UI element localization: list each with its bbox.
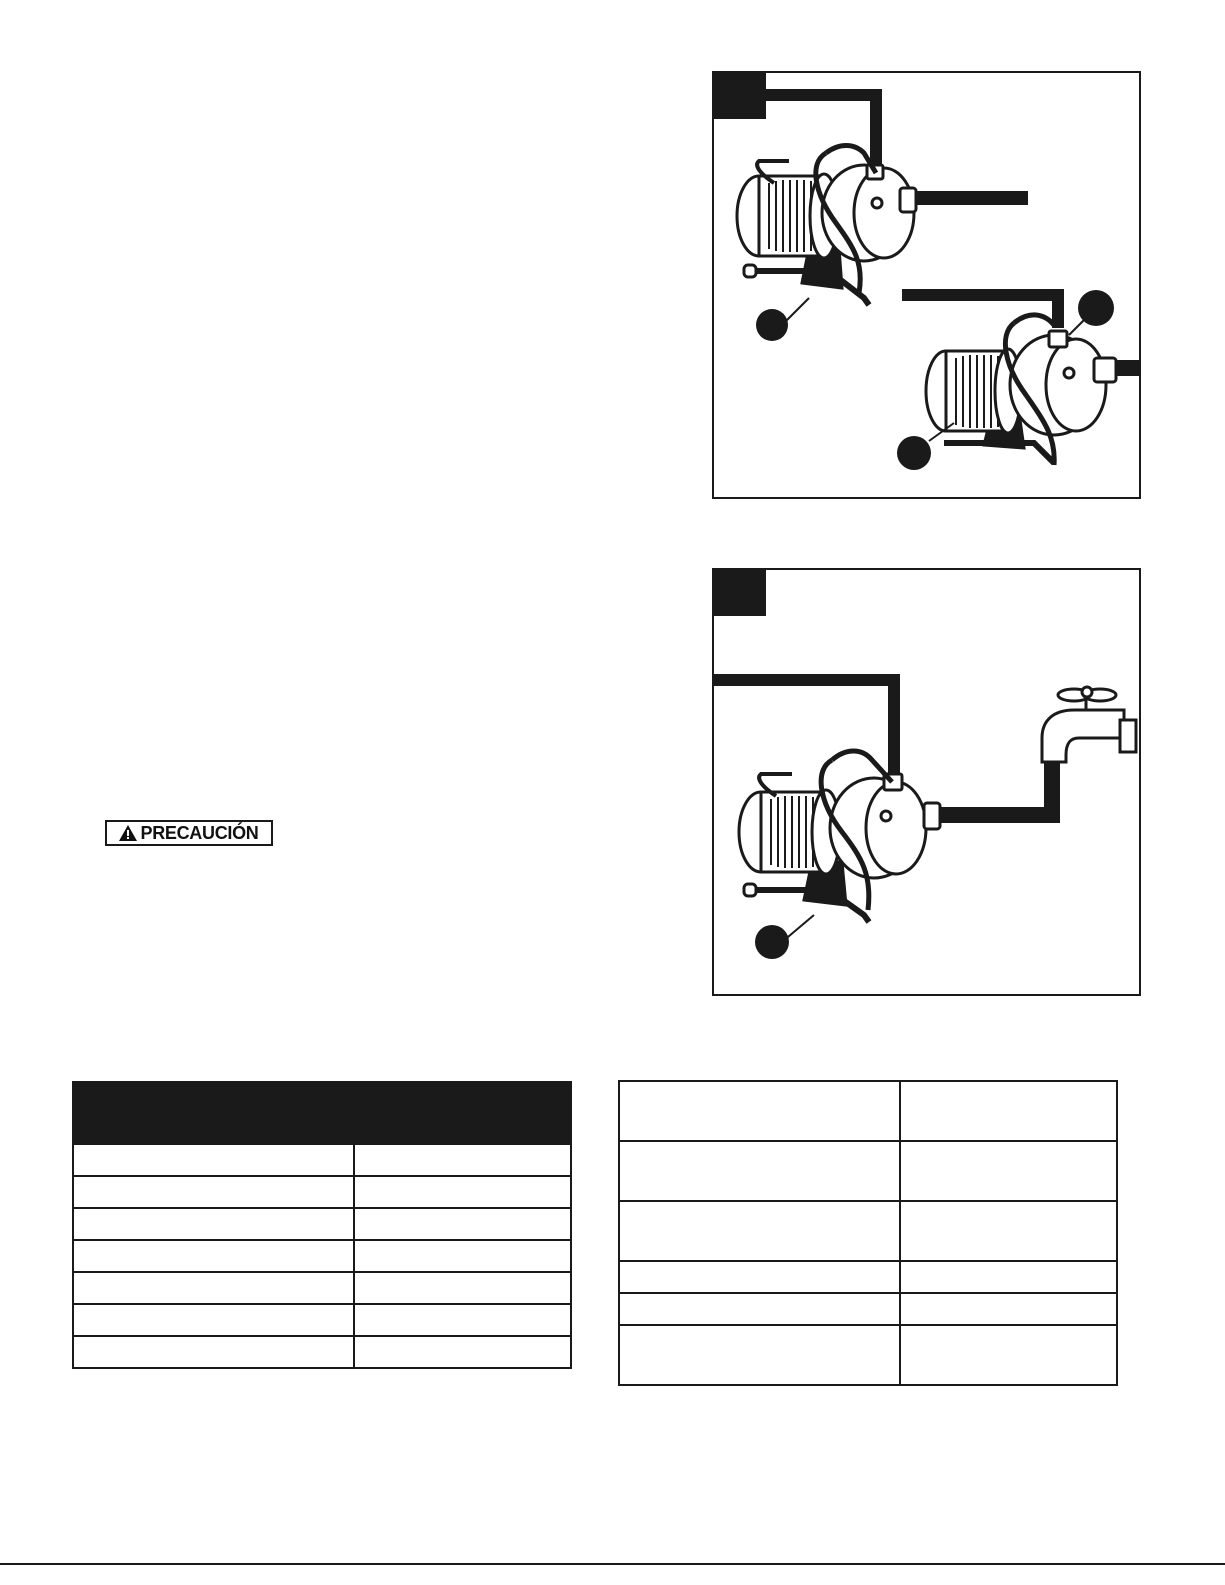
table-cell <box>900 1201 1117 1261</box>
table-row <box>619 1081 1117 1141</box>
table-cell <box>73 1304 354 1336</box>
specifications-table <box>72 1081 572 1369</box>
table-header-row <box>73 1082 571 1144</box>
footer-rule <box>0 1563 1225 1565</box>
table-row <box>619 1141 1117 1201</box>
table-row <box>619 1201 1117 1261</box>
table-row <box>619 1325 1117 1385</box>
table-row <box>619 1261 1117 1293</box>
table-row <box>73 1240 571 1272</box>
table-cell <box>73 1144 354 1176</box>
table-cell <box>900 1141 1117 1201</box>
table-cell <box>73 1336 354 1368</box>
callout-dot <box>756 309 788 341</box>
table-cell <box>619 1141 900 1201</box>
table-row <box>73 1144 571 1176</box>
table-cell <box>619 1325 900 1385</box>
table-cell <box>73 1208 354 1240</box>
faucet-icon <box>1042 687 1136 762</box>
table-cell <box>900 1261 1117 1293</box>
table-row <box>73 1176 571 1208</box>
pump-illustration-b <box>714 570 1139 994</box>
caution-text: PRECAUCIÓN <box>140 822 259 843</box>
table-cell <box>900 1081 1117 1141</box>
table-cell <box>354 1304 571 1336</box>
table-row <box>73 1336 571 1368</box>
callout-dot <box>897 436 931 470</box>
table-cell <box>900 1325 1117 1385</box>
callout-dot <box>755 925 789 959</box>
table-cell <box>73 1272 354 1304</box>
pump-unit-2 <box>926 315 1116 465</box>
table-row <box>73 1272 571 1304</box>
table-cell <box>354 1336 571 1368</box>
table-row <box>73 1208 571 1240</box>
table-cell <box>73 1176 354 1208</box>
table-cell <box>619 1201 900 1261</box>
table-cell <box>354 1144 571 1176</box>
pump-illustration-a <box>714 73 1139 497</box>
table-header-cell <box>73 1082 354 1144</box>
caution-label <box>105 820 273 846</box>
table-cell <box>354 1240 571 1272</box>
pump-unit-1 <box>737 146 916 306</box>
table-cell <box>619 1081 900 1141</box>
table-header-cell <box>354 1082 571 1144</box>
pump-unit-3 <box>739 751 940 922</box>
table-cell <box>354 1272 571 1304</box>
table-cell <box>619 1293 900 1325</box>
table-row <box>73 1304 571 1336</box>
table-cell <box>900 1293 1117 1325</box>
table-cell <box>354 1208 571 1240</box>
figure-pump-faucet <box>712 568 1141 996</box>
table-cell <box>354 1176 571 1208</box>
table-row <box>619 1293 1117 1325</box>
table-cell <box>619 1261 900 1293</box>
warning-triangle-icon <box>119 825 137 841</box>
table-cell <box>73 1240 354 1272</box>
figure-pump-connections <box>712 71 1141 499</box>
troubleshooting-table <box>618 1080 1118 1386</box>
